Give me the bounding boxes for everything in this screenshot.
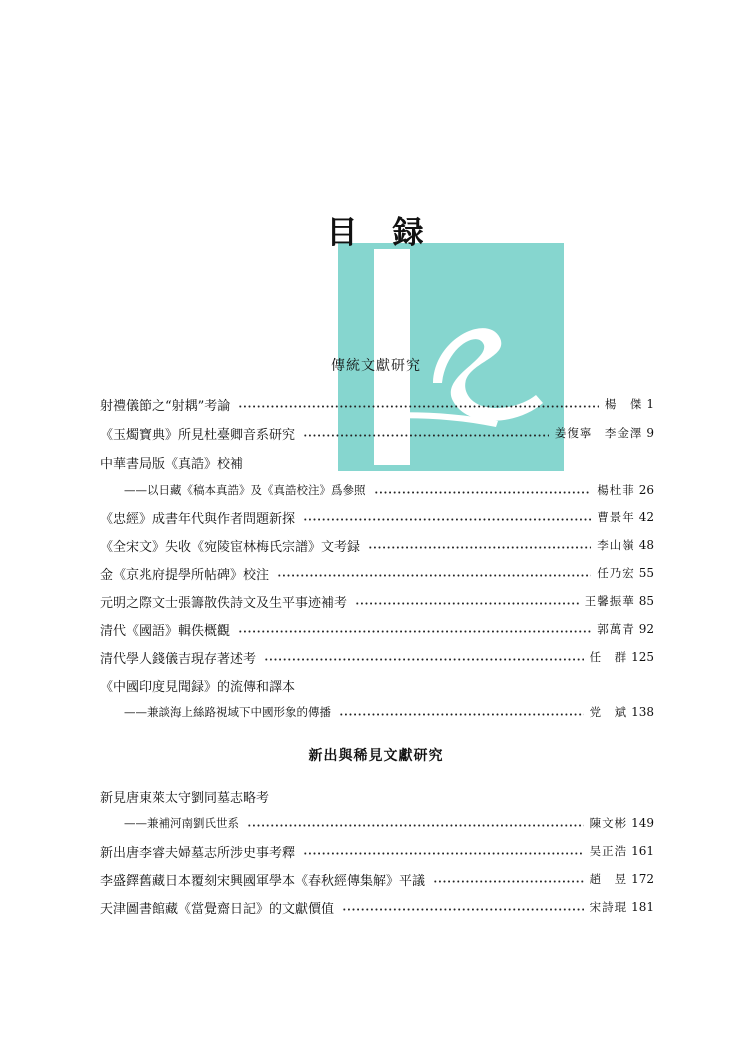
page-title: 目 録 bbox=[326, 215, 426, 251]
entry-title: 《忠經》成書年代與作者問題新探 bbox=[100, 511, 296, 527]
entry-author: 曹景年 bbox=[597, 510, 635, 524]
toc-entry-heading[interactable] bbox=[100, 452, 654, 472]
toc-entry[interactable] bbox=[100, 647, 654, 667]
entry-author: 趙 昱 bbox=[589, 872, 628, 886]
leader-dots bbox=[303, 518, 591, 521]
toc-entry[interactable] bbox=[100, 507, 654, 527]
toc-entry[interactable] bbox=[100, 897, 654, 917]
entry-page: 125 bbox=[631, 650, 654, 664]
entry-title: 清代《國語》輯佚概觀 bbox=[100, 623, 231, 639]
toc-entry-heading[interactable] bbox=[100, 786, 654, 806]
entry-title: 金《京兆府提學所帖碑》校注 bbox=[100, 567, 270, 583]
entry-title: 《玉燭寶典》所見杜臺卿音系研究 bbox=[100, 427, 296, 443]
entry-author: 陳文彬 bbox=[589, 816, 628, 830]
entry-page: 55 bbox=[638, 566, 654, 580]
entry-page: 181 bbox=[631, 900, 654, 914]
section-heading: 新出與稀見文獻研究 bbox=[308, 748, 444, 764]
entry-author: 李山嶺 bbox=[597, 538, 635, 552]
toc-entry-heading[interactable] bbox=[100, 675, 654, 695]
toc-entry[interactable] bbox=[100, 619, 654, 639]
leader-dots bbox=[433, 880, 584, 883]
entry-page: 161 bbox=[631, 844, 654, 858]
leader-dots bbox=[238, 630, 591, 633]
section-heading: 傳統文獻研究 bbox=[331, 358, 421, 374]
entry-title: 清代學人錢儀吉現存著述考 bbox=[100, 651, 257, 667]
leader-dots bbox=[374, 491, 592, 494]
entry-author: 任 群 bbox=[589, 650, 628, 664]
entry-author: 任乃宏 bbox=[597, 566, 635, 580]
entry-page: 26 bbox=[638, 483, 654, 497]
leader-dots bbox=[368, 546, 591, 549]
entry-subtitle: ——兼補河南劉氏世系 bbox=[124, 816, 239, 830]
entry-page: 149 bbox=[631, 816, 654, 830]
leader-dots bbox=[339, 713, 584, 716]
toc-entry[interactable] bbox=[100, 535, 654, 555]
entry-page: 92 bbox=[638, 622, 654, 636]
entry-title: 《全宋文》失收《宛陵宦林梅氏宗譜》文考録 bbox=[100, 539, 361, 555]
entry-page: 172 bbox=[631, 872, 654, 886]
leader-dots bbox=[264, 658, 584, 661]
toc-entry[interactable] bbox=[100, 869, 654, 889]
leader-dots bbox=[303, 852, 584, 855]
toc-entry[interactable] bbox=[100, 423, 654, 443]
entry-author: 宋詩琨 bbox=[589, 900, 628, 914]
entry-page: 48 bbox=[638, 538, 654, 552]
entry-title: 新見唐東萊太守劉同墓志略考 bbox=[100, 790, 270, 806]
leader-dots bbox=[247, 824, 584, 827]
leader-dots bbox=[238, 405, 599, 408]
toc-entry[interactable] bbox=[100, 841, 654, 861]
entry-page: 85 bbox=[638, 594, 654, 608]
entry-title: 李盛鐸舊藏日本覆刻宋興國軍學本《春秋經傳集解》平議 bbox=[100, 873, 426, 889]
entry-author: 楊 傑 bbox=[604, 397, 643, 411]
toc-entry-subtitle[interactable] bbox=[124, 813, 654, 833]
leader-dots bbox=[342, 908, 584, 911]
entry-author: 郭萬青 bbox=[597, 622, 635, 636]
entry-author: 党 斌 bbox=[589, 705, 628, 719]
entry-title: 《中國印度見聞録》的流傳和譯本 bbox=[100, 679, 296, 695]
entry-page: 138 bbox=[631, 705, 654, 719]
entry-author: 王馨振華 bbox=[584, 594, 635, 608]
entry-title: 中華書局版《真誥》校補 bbox=[100, 456, 244, 472]
entry-page: 9 bbox=[646, 426, 654, 440]
toc-entry[interactable] bbox=[100, 591, 654, 611]
entry-author: 楊杜菲 bbox=[597, 483, 635, 497]
entry-author: 姜復寧 李金澤 bbox=[554, 426, 643, 440]
entry-author: 吴正浩 bbox=[589, 844, 628, 858]
entry-title: 元明之際文士張籌散佚詩文及生平事迹補考 bbox=[100, 595, 348, 611]
entry-title: 新出唐李睿夫婦墓志所涉史事考釋 bbox=[100, 845, 296, 861]
toc-entry[interactable] bbox=[100, 394, 654, 414]
entry-title: 射禮儀節之“射耦”考論 bbox=[100, 398, 231, 414]
entry-subtitle: ——兼談海上絲路視域下中國形象的傳播 bbox=[124, 705, 331, 719]
toc-entry[interactable] bbox=[100, 563, 654, 583]
entry-page: 1 bbox=[646, 397, 654, 411]
leader-dots bbox=[277, 574, 591, 577]
entry-page: 42 bbox=[638, 510, 654, 524]
leader-dots bbox=[303, 434, 549, 437]
toc-entry-subtitle[interactable] bbox=[124, 702, 654, 722]
entry-subtitle: ——以日藏《稿本真誥》及《真誥校注》爲參照 bbox=[124, 483, 366, 497]
entry-title: 天津圖書館藏《當覺齋日記》的文獻價值 bbox=[100, 901, 335, 917]
leader-dots bbox=[355, 602, 579, 605]
toc-entry-subtitle[interactable] bbox=[124, 480, 654, 500]
